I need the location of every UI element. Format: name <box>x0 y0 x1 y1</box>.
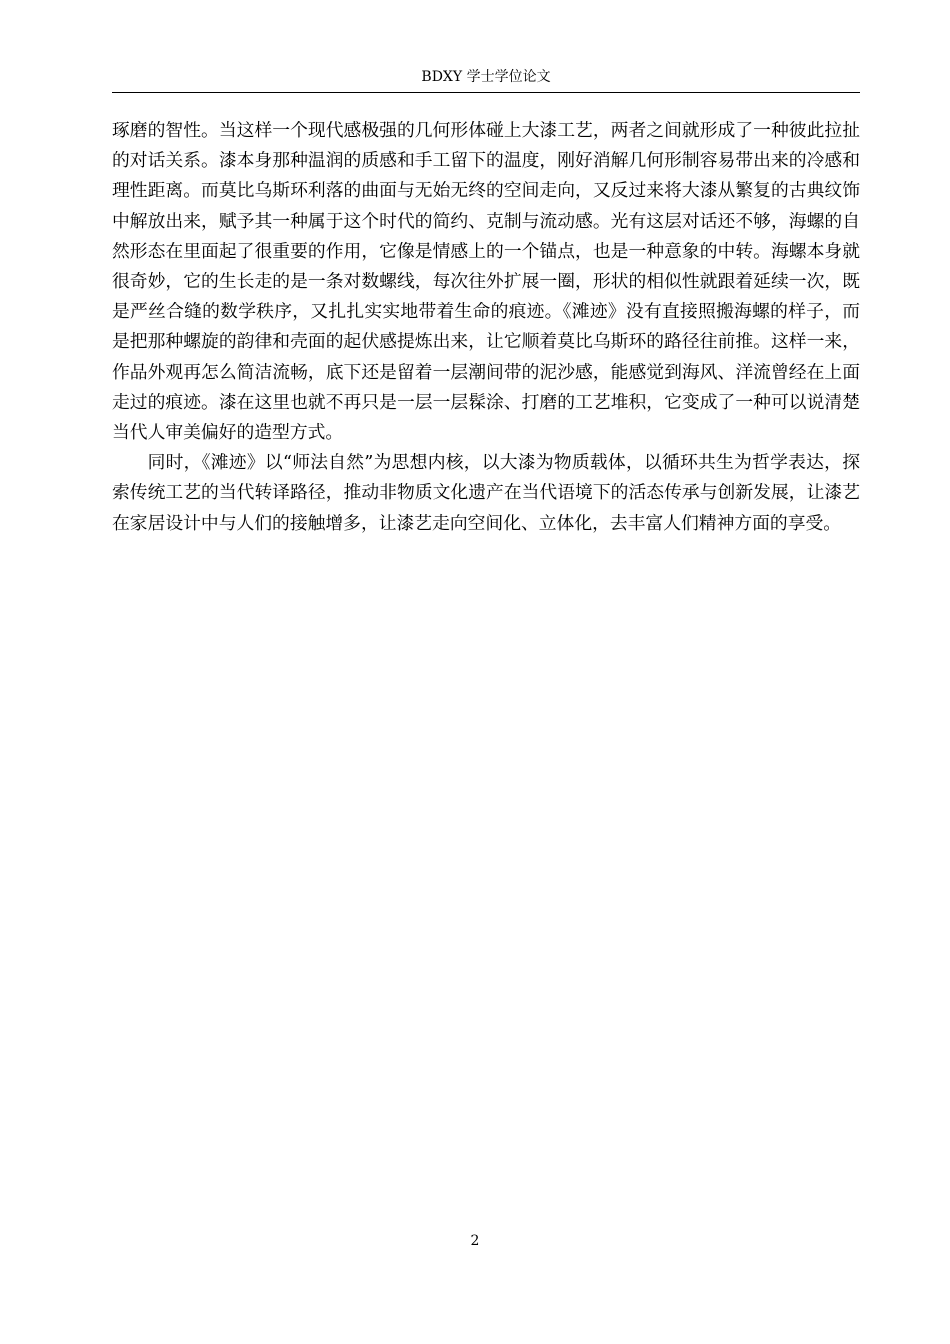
header-title: BDXY 学士学位论文 <box>421 69 551 85</box>
paragraph-continuation: 琢磨的智性。当这样一个现代感极强的几何形体碰上大漆工艺，两者之间就形成了一种彼此拉扯的对话关系。漆本身那种温润的质感和手工留下的温度，刚好消解几何形制容易带出来的冷感和理性距离。而莫比乌斯环利落的曲面与无始无终的空间走向，又反过来将大漆从繁复的古典纹饰中解放出来，赋予其一种属于这个时代的简约、克制与流动感。光有这层对话还不够，海螺的自然形态在里面起了很重要的作用，它像是情感上的一个锚点，也是一种意象的中转。海螺本身就很奇妙，它的生长走的是一条对数螺线，每次往外扩展一圈，形状的相似性就跟着延续一次，既是严丝合缝的数学秩序，又扎扎实实地带着生命的痕迹。《滩迹》没有直接照搬海螺的样子，而是把那种螺旋的韵律和壳面的起伏感提炼出来，让它顺着莫比乌斯环的路径往前推。这样一来，作品外观再怎么简洁流畅，底下还是留着一层潮间带的泥沙感，能感觉到海风、洋流曾经在上面走过的痕迹。漆在这里也就不再只是一层一层髹涂、打磨的工艺堆积，它变成了一种可以说清楚当代人审美偏好的造型方式。 <box>112 120 860 444</box>
page-header <box>112 66 860 93</box>
page-number: 2 <box>470 1233 480 1249</box>
paragraph-conclusion: 同时，《滩迹》以“师法自然”为思想内核，以大漆为物质载体，以循环共生为哲学表达，探索传统工艺的当代转译路径，推动非物质文化遗产在当代语境下的活态传承与创新发展，让漆艺在家居设计中与人们的接触增多，让漆艺走向空间化、立体化，去丰富人们精神方面的享受。 <box>112 452 860 534</box>
body-text <box>112 116 860 539</box>
